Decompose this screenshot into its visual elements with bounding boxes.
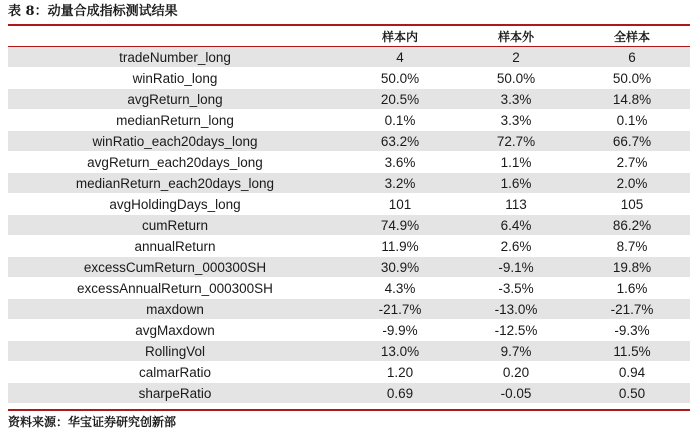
metric-name-cell: avgHoldingDays_long <box>8 194 342 215</box>
metric-name-cell: avgMaxdown <box>8 320 342 341</box>
table-row <box>8 152 690 173</box>
in-sample-cell: 63.2% <box>342 131 458 152</box>
in-sample-cell: 50.0% <box>342 68 458 89</box>
table-row <box>8 194 690 215</box>
full-sample-cell: 2.7% <box>574 152 690 173</box>
table-row <box>8 236 690 257</box>
full-sample-cell: 86.2% <box>574 215 690 236</box>
in-sample-cell: 20.5% <box>342 89 458 110</box>
in-sample-cell: 0.1% <box>342 110 458 131</box>
in-sample-cell: -21.7% <box>342 299 458 320</box>
full-sample-cell: 50.0% <box>574 68 690 89</box>
out-of-sample-cell: 2.6% <box>458 236 574 257</box>
out-of-sample-cell: 9.7% <box>458 341 574 362</box>
metric-name-cell: avgReturn_each20days_long <box>8 152 342 173</box>
out-of-sample-cell: 3.3% <box>458 110 574 131</box>
full-sample-cell: 66.7% <box>574 131 690 152</box>
table-row <box>8 383 690 404</box>
in-sample-cell: 4.3% <box>342 278 458 299</box>
table-row <box>8 110 690 131</box>
full-sample-cell: -21.7% <box>574 299 690 320</box>
in-sample-cell: 1.20 <box>342 362 458 383</box>
in-sample-cell: -9.9% <box>342 320 458 341</box>
in-sample-cell: 3.6% <box>342 152 458 173</box>
header-cell-full-sample: 全样本 <box>574 26 690 47</box>
table-caption: 表 8：动量合成指标测试结果 <box>8 4 178 19</box>
full-sample-cell: 14.8% <box>574 89 690 110</box>
in-sample-cell: 3.2% <box>342 173 458 194</box>
table-row <box>8 320 690 341</box>
header-cell-in-sample: 样本内 <box>342 26 458 47</box>
in-sample-cell: 13.0% <box>342 341 458 362</box>
metric-name-cell: maxdown <box>8 299 342 320</box>
table-row <box>8 215 690 236</box>
out-of-sample-cell: -12.5% <box>458 320 574 341</box>
full-sample-cell: 11.5% <box>574 341 690 362</box>
table-row <box>8 278 690 299</box>
metric-name-cell: excessAnnualReturn_000300SH <box>8 278 342 299</box>
table-row <box>8 68 690 89</box>
metric-name-cell: medianReturn_long <box>8 110 342 131</box>
out-of-sample-cell: 113 <box>458 194 574 215</box>
header-row <box>8 26 690 47</box>
metric-name-cell: cumReturn <box>8 215 342 236</box>
out-of-sample-cell: 3.3% <box>458 89 574 110</box>
full-sample-cell: 6 <box>574 47 690 68</box>
full-sample-cell: -9.3% <box>574 320 690 341</box>
in-sample-cell: 4 <box>342 47 458 68</box>
header-cell-out-of-sample: 样本外 <box>458 26 574 47</box>
table-row <box>8 257 690 278</box>
metric-name-cell: calmarRatio <box>8 362 342 383</box>
in-sample-cell: 0.69 <box>342 383 458 404</box>
in-sample-cell: 11.9% <box>342 236 458 257</box>
table-row <box>8 341 690 362</box>
table-row <box>8 173 690 194</box>
in-sample-cell: 101 <box>342 194 458 215</box>
metric-name-cell: avgReturn_long <box>8 89 342 110</box>
table-row <box>8 362 690 383</box>
table-row <box>8 299 690 320</box>
full-sample-cell: 2.0% <box>574 173 690 194</box>
out-of-sample-cell: 2 <box>458 47 574 68</box>
header-cell-metric <box>8 26 342 47</box>
full-sample-cell: 0.50 <box>574 383 690 404</box>
out-of-sample-cell: 1.1% <box>458 152 574 173</box>
source-note: 资料来源：华宝证券研究创新部 <box>8 415 177 429</box>
out-of-sample-cell: 6.4% <box>458 215 574 236</box>
full-sample-cell: 1.6% <box>574 278 690 299</box>
out-of-sample-cell: -9.1% <box>458 257 574 278</box>
bottom-rule <box>8 409 690 411</box>
full-sample-cell: 19.8% <box>574 257 690 278</box>
out-of-sample-cell: -3.5% <box>458 278 574 299</box>
metric-name-cell: excessCumReturn_000300SH <box>8 257 342 278</box>
table-row <box>8 89 690 110</box>
results-table <box>8 26 690 404</box>
metric-name-cell: medianReturn_each20days_long <box>8 173 342 194</box>
metric-name-cell: winRatio_long <box>8 68 342 89</box>
table-row <box>8 47 690 68</box>
metric-name-cell: annualReturn <box>8 236 342 257</box>
table-row <box>8 131 690 152</box>
metric-name-cell: sharpeRatio <box>8 383 342 404</box>
metric-name-cell: winRatio_each20days_long <box>8 131 342 152</box>
full-sample-cell: 0.1% <box>574 110 690 131</box>
full-sample-cell: 0.94 <box>574 362 690 383</box>
out-of-sample-cell: -13.0% <box>458 299 574 320</box>
in-sample-cell: 30.9% <box>342 257 458 278</box>
out-of-sample-cell: 50.0% <box>458 68 574 89</box>
metric-name-cell: RollingVol <box>8 341 342 362</box>
out-of-sample-cell: 72.7% <box>458 131 574 152</box>
out-of-sample-cell: 0.20 <box>458 362 574 383</box>
full-sample-cell: 105 <box>574 194 690 215</box>
out-of-sample-cell: -0.05 <box>458 383 574 404</box>
out-of-sample-cell: 1.6% <box>458 173 574 194</box>
full-sample-cell: 8.7% <box>574 236 690 257</box>
in-sample-cell: 74.9% <box>342 215 458 236</box>
metric-name-cell: tradeNumber_long <box>8 47 342 68</box>
